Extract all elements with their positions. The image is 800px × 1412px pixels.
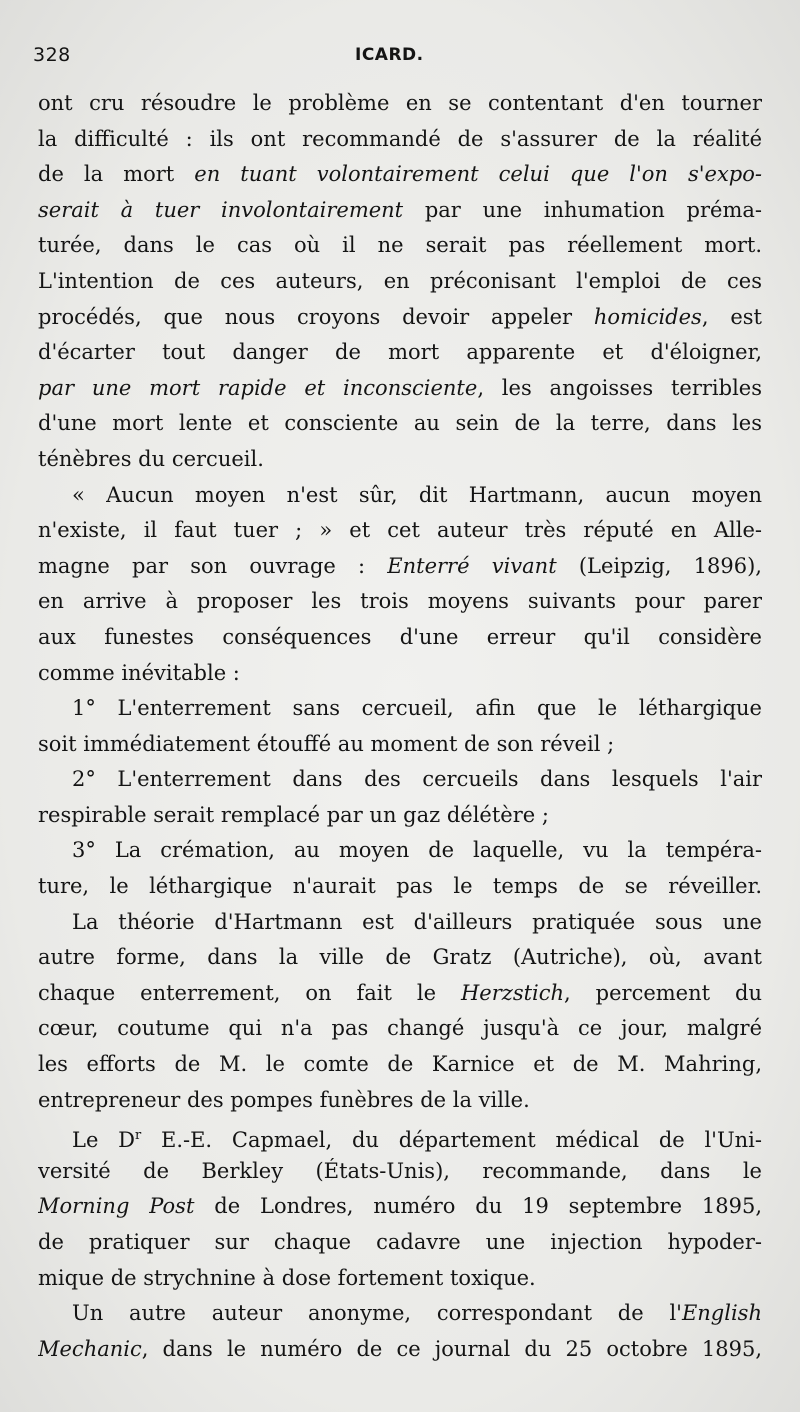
text-line: magne par son ouvrage : Enterré vivant (Leipzig, 1896), — [38, 553, 762, 578]
body-text — [38, 86, 762, 1367]
text-line: 3° La crémation, au moyen de laquelle, vu la tempéra- — [72, 838, 762, 863]
text-line: les efforts de M. le comte de Karnice et de M. Mahring, — [38, 1052, 762, 1077]
text-line: 2° L'enterrement dans des cercueils dans lesquels l'air — [72, 767, 762, 792]
text-line: « Aucun moyen n'est sûr, dit Hartmann, aucun moyen — [72, 482, 762, 507]
text-line: versité de Berkley (États-Unis), recommande, dans le — [38, 1158, 762, 1183]
text-line: n'existe, il faut tuer ; » et cet auteur très réputé en Alle- — [38, 518, 762, 543]
text-line: Morning Post de Londres, numéro du 19 septembre 1895, — [38, 1194, 762, 1219]
text-line: mique de strychnine à dose fortement toxique. — [38, 1265, 536, 1290]
text-line: L'intention de ces auteurs, en préconisant l'emploi de ces — [38, 268, 762, 293]
text-line: soit immédiatement étouffé au moment de son réveil ; — [38, 731, 615, 756]
text-line: ténèbres du cercueil. — [38, 446, 264, 471]
page-header — [33, 40, 773, 76]
text-line: respirable serait remplacé par un gaz délétère ; — [38, 802, 549, 827]
text-line: entrepreneur des pompes funèbres de la ville. — [38, 1087, 530, 1112]
text-line: Le $D^r$ E.-E. Capmael, du département médical de l'Uni- — [72, 1128, 762, 1153]
text-line: cœur, coutume qui n'a pas changé jusqu'à ce jour, malgré — [38, 1016, 762, 1041]
text-line: La théorie d'Hartmann est d'ailleurs pratiquée sous une — [72, 909, 762, 934]
text-line: 1° L'enterrement sans cercueil, afin que le léthargique — [72, 696, 762, 721]
text-line: ture, le léthargique n'aurait pas le temps de se réveiller. — [38, 874, 762, 899]
text-line: en arrive à proposer les trois moyens suivants pour parer — [38, 589, 762, 614]
text-line: par une mort rapide et inconsciente, les angoisses terribles — [38, 375, 762, 400]
text-line: turée, dans le cas où il ne serait pas réellement mort. — [38, 233, 762, 258]
text-line: de la mort en tuant volontairement celui que l'on s'expo- — [38, 162, 762, 187]
text-line: Mechanic, dans le numéro de ce journal du 25 octobre 1895, — [38, 1336, 762, 1361]
running-head: ICARD. — [355, 45, 424, 65]
text-line: autre forme, dans la ville de Gratz (Autriche), où, avant — [38, 945, 762, 970]
text-line: ont cru résoudre le problème en se contentant d'en tourner — [38, 91, 762, 115]
text-line: comme inévitable : — [38, 660, 240, 685]
text-line: Un autre auteur anonyme, correspondant de l'English — [72, 1301, 762, 1326]
text-line: d'écarter tout danger de mort apparente et d'éloigner, — [38, 340, 762, 365]
text-line: chaque enterrement, on fait le Herzstich, percement du — [38, 980, 762, 1005]
text-line: aux funestes conséquences d'une erreur qu'il considère — [38, 624, 762, 649]
text-line: la difficulté : ils ont recommandé de s'assurer de la réalité — [38, 126, 762, 151]
page-number: 328 — [33, 44, 71, 66]
text-line: d'une mort lente et consciente au sein de la terre, dans les — [38, 411, 762, 436]
text-line: de pratiquer sur chaque cadavre une injection hypoder- — [38, 1230, 762, 1254]
text-line: procédés, que nous croyons devoir appeler homicides, est — [38, 304, 762, 329]
text-line: serait à tuer involontairement par une inhumation préma- — [38, 197, 762, 222]
